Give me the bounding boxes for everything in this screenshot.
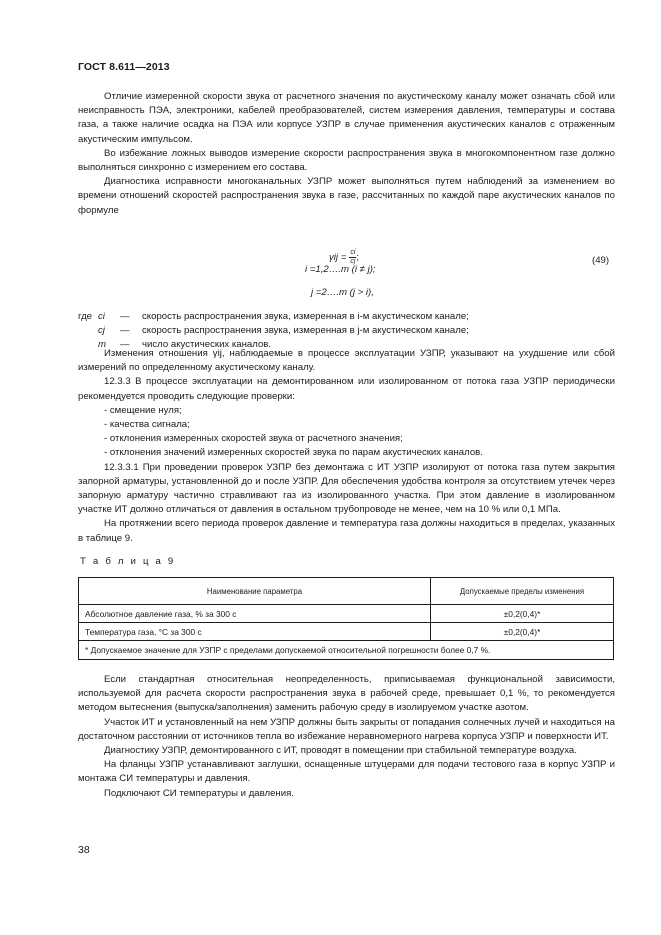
table-9	[78, 577, 614, 660]
paragraph: Диагностику УЗПР, демонтированного с ИТ, проводят в помещении при стабильной температуре воздуха.	[104, 745, 577, 757]
paragraph: Отличие измеренной скорости звука от расчетного значения по акустическому каналу может означать сбой или неисправность ПЭА, электроники, кабелей преобразователей, систем измерения давления, температуры и состава газа, а также наличие осадка на ПЭА или корпусе УЗПР в случае применения акустических каналов с отраженным акустическим импульсом.	[78, 91, 615, 145]
definition-dash: —	[120, 339, 130, 351]
middle-text-block	[78, 347, 615, 546]
paragraph: Подключают СИ температуры и давления.	[104, 787, 294, 799]
definition-symbol: m	[98, 339, 106, 351]
equation-number: (49)	[592, 255, 610, 266]
formula-denominator: cj	[350, 258, 356, 265]
formula-condition-i: i =1,2….m (i ≠ j);	[305, 264, 376, 275]
page-number: 38	[78, 844, 90, 856]
check-item: - качества сигнала;	[104, 419, 190, 431]
paragraph: Если стандартная относительная неопределенность, приписываемая функциональной зависимости, используемой для расчета скорости распространения звука в рабочей среде, превышает 0,1 %, то рекомендуется методом вытеснения (выпуска/заполнения) заменить рабочую среду в изолируемом участке азотом.	[78, 674, 615, 714]
paragraph: 12.3.3.1 При проведении проверок УЗПР без демонтажа с ИТ УЗПР изолируют от потока газа путем закрытия запорной арматуры, установленной до и после УЗПР. Для обеспечения удобства контроля за отсутствием утечек через запорную арматуру частично стравливают газ из изолированного участка. При этом давление в изолированном участке ИТ должно отличаться от давления в остальном трубопроводе не менее, чем на 10 % или 0,1 МПа.	[78, 461, 615, 516]
paragraph: Во избежание ложных выводов измерение скорости распространения звука в многокомпонентном газе должно выполняться синхронно с измерением его состава.	[78, 147, 615, 174]
check-item: - отклонения измеренных скоростей звука от расчетного значения;	[104, 433, 403, 445]
table-row	[79, 623, 614, 641]
table-header-row	[79, 578, 614, 605]
table-row	[79, 605, 614, 623]
table-footnote: * Допускаемое значение для УЗПР с пределами допускаемой относительной погрешности более 0,7 %.	[79, 641, 614, 660]
definition-symbol: ci	[98, 311, 105, 322]
table-footnote-row	[79, 641, 614, 660]
paragraph: Изменения отношения γij, наблюдаемые в процессе эксплуатации УЗПР, указывают на ухудшение или сбой измерений по определенному акустическому каналу.	[78, 348, 615, 374]
definition-text: скорость распространения звука, измеренная в i-м акустическом канале;	[142, 311, 469, 322]
paragraph: На протяжении всего периода проверок давление и температура газа должны находиться в пределах, указанных в таблице 9.	[78, 518, 615, 544]
paragraph: Участок ИТ и установленный на нем УЗПР должны быть закрыты от попадания солнечных лучей и находиться на достаточном расстоянии от источников тепла во избежание неравномерного нагрева корпуса УЗПР и поверхности ИТ.	[78, 716, 615, 742]
table-cell-param: Абсолютное давление газа, % за 300 с	[79, 605, 431, 623]
bottom-text-block	[78, 673, 615, 801]
table-header-cell: Наименование параметра	[79, 578, 431, 605]
table-header-cell: Допускаемые пределы изменения	[431, 578, 614, 605]
definition-symbol: cj	[98, 325, 105, 337]
definition-label: где	[78, 311, 93, 322]
standard-header: ГОСТ 8.611—2013	[78, 61, 170, 73]
definition-dash: —	[120, 325, 130, 337]
check-item: - отклонения значений измеренных скоростей звука по парам акустических каналов.	[104, 447, 483, 459]
paragraph: Диагностика исправности многоканальных УЗПР может выполняться путем наблюдений за изменением во времени отношений скоростей распространения звука в газе, рассчитанных по каждой паре акустических каналов по формуле	[78, 176, 615, 216]
definition-dash: —	[120, 311, 130, 322]
intro-text-block	[78, 90, 615, 218]
paragraph: 12.3.3 В процессе эксплуатации на демонтированном или изолированном от потока газа УЗПР периодически рекомендуется проводить следующие проверки:	[78, 376, 615, 402]
paragraph: На фланцы УЗПР устанавливают заглушки, оснащенные штуцерами для подачи тестового газа в корпус УЗПР и монтажа СИ температуры и давления.	[78, 759, 615, 785]
formula-condition-j: j =2….m (j > i),	[311, 287, 374, 298]
definition-text: скорость распространения звука, измеренная в j-м акустическом канале;	[142, 325, 469, 337]
formula-tail: ;	[356, 252, 360, 264]
formula-lhs: γij =	[329, 252, 347, 264]
formula-numerator: ci	[350, 249, 356, 256]
check-item: - смещение нуля;	[104, 404, 182, 416]
table-cell-param: Температура газа, °С за 300 с	[79, 623, 431, 641]
table-cell-limit: ±0,2(0,4)*	[431, 623, 614, 641]
table-cell-limit: ±0,2(0,4)*	[431, 605, 614, 623]
definition-text: число акустических каналов.	[142, 339, 272, 351]
table-caption: Т а б л и ц а 9	[80, 556, 176, 567]
